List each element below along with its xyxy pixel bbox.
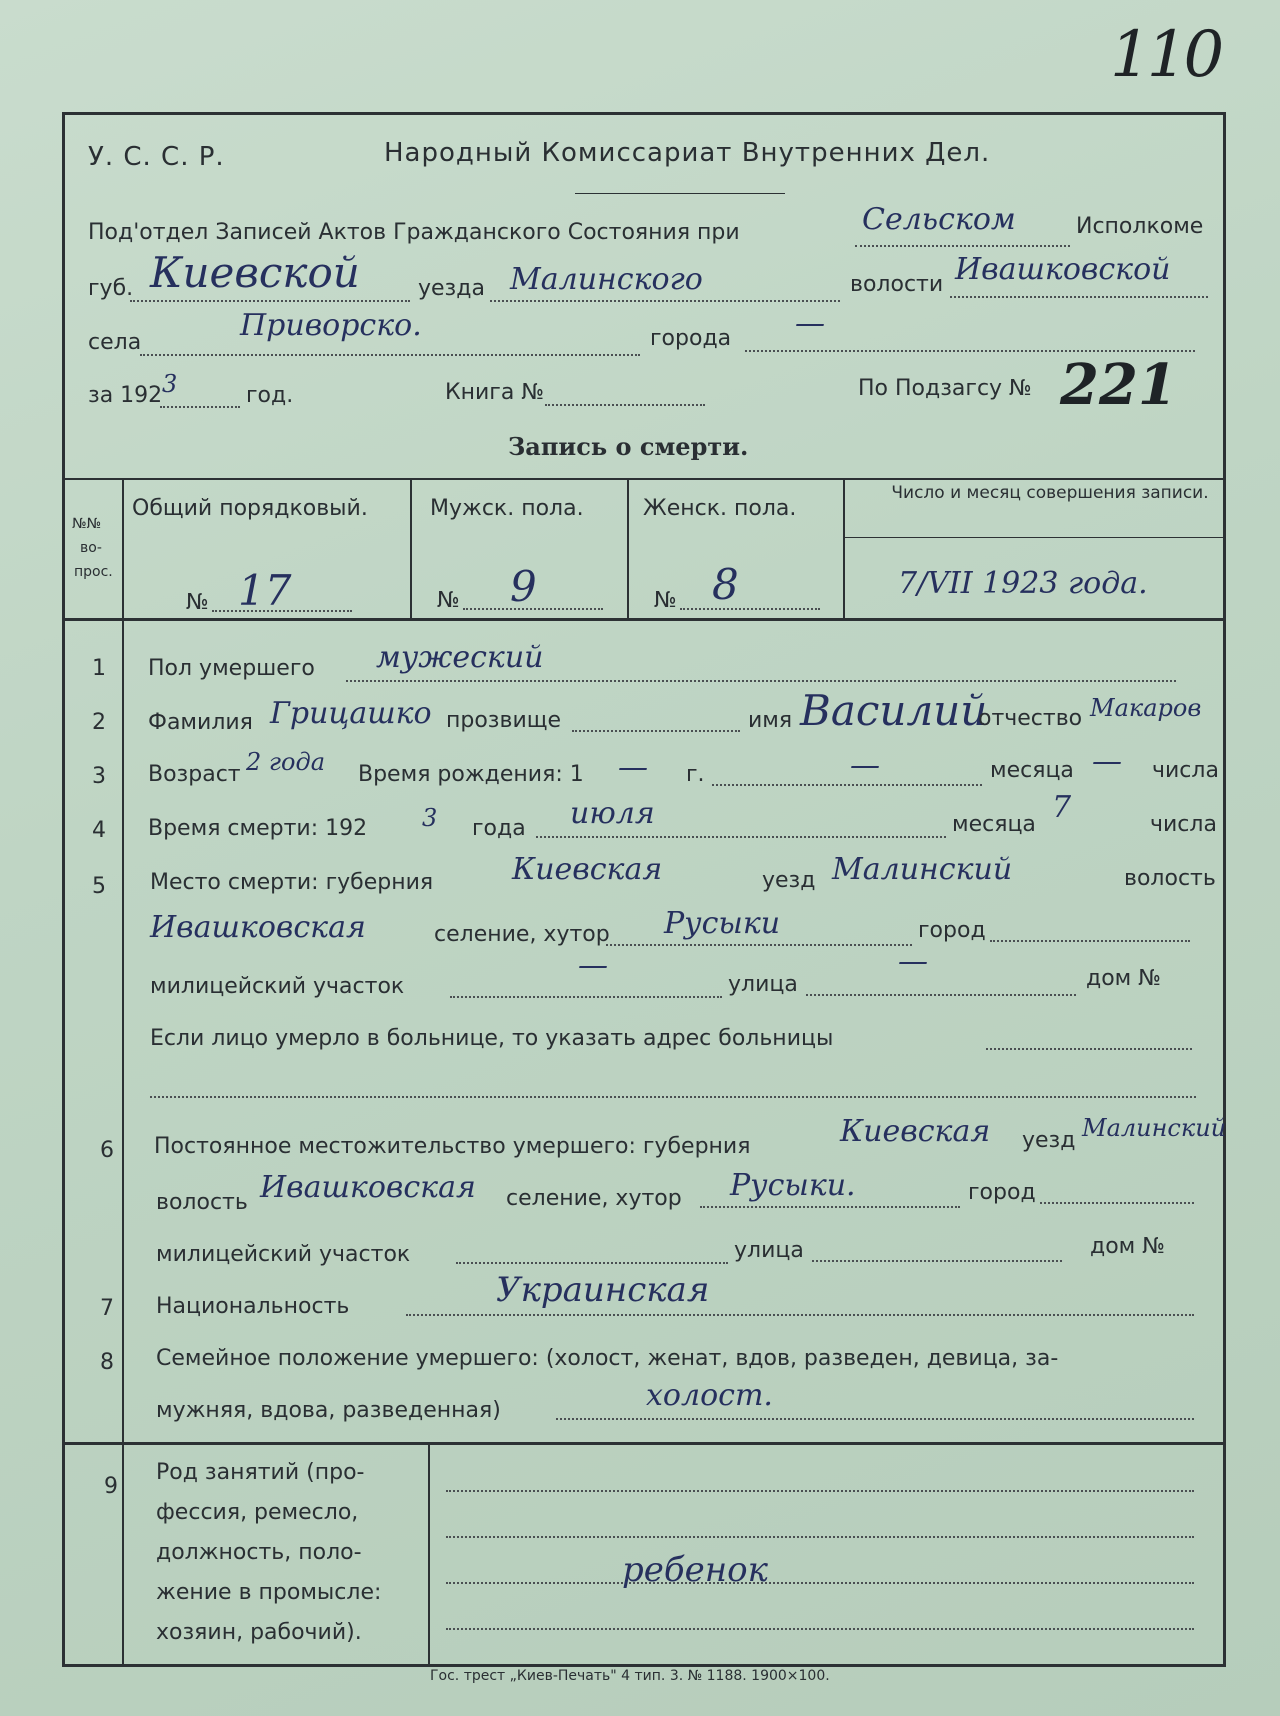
row-3-day: числа	[1152, 758, 1219, 783]
gorod-value: —	[795, 306, 825, 341]
row-2-name-label: имя	[748, 708, 793, 733]
row-5-uezd: уезд	[762, 868, 816, 893]
row-6-ulica: улица	[734, 1238, 804, 1263]
female-underline	[680, 608, 820, 610]
row-5-selo: селение, хутор	[434, 922, 610, 947]
gorod-label: города	[650, 326, 732, 351]
volost-value: Ивашковской	[955, 252, 1171, 287]
row-3-dash2: —	[850, 748, 880, 783]
row-4-month: месяца	[952, 812, 1036, 837]
row-6-selo-value: Русыки.	[730, 1168, 856, 1203]
row-9-top-line	[62, 1442, 1226, 1445]
volost-underline	[950, 296, 1208, 298]
row-9-line-3	[446, 1582, 1194, 1584]
row-5-milic-underline	[450, 996, 722, 998]
col-general: Общий порядковый.	[132, 496, 368, 521]
selo-underline	[140, 354, 640, 356]
row-1-underline	[346, 680, 1176, 682]
row-6-number: 6	[100, 1138, 114, 1163]
row-7-value: Украинская	[496, 1270, 710, 1310]
row-2-patr-value: Макаров	[1090, 694, 1202, 722]
row-5-dom: дом №	[1086, 966, 1162, 991]
page-number: 110	[1110, 18, 1221, 92]
year-suffix: год.	[246, 383, 294, 408]
date-head-line	[843, 537, 1226, 538]
row-2-patr-label: отчество	[978, 706, 1083, 731]
row-3-dash3: —	[1092, 744, 1122, 779]
row-6-selo: селение, хутор	[506, 1186, 682, 1211]
year-value: 3	[162, 370, 178, 398]
row-4-label: Время смерти: 192	[148, 816, 368, 841]
uezd-underline	[490, 300, 840, 302]
subdept-value: Сельском	[862, 202, 1016, 237]
col-date-head: Число и месяц совершения записи.	[891, 483, 1209, 503]
row-9-line-2	[446, 1536, 1194, 1538]
row-5-number: 5	[92, 874, 106, 899]
row-3-g: г.	[686, 762, 705, 787]
row-4-goda: года	[472, 816, 526, 841]
row-3-birth-dash: —	[618, 750, 648, 785]
row-5-milic: милицейский участок	[150, 974, 405, 999]
general-value: 17	[238, 566, 292, 615]
q-label-2: во-	[80, 540, 102, 556]
row-6-gorod-underline	[1040, 1202, 1194, 1204]
row-6-uezd-value: Малинский	[1082, 1114, 1227, 1142]
row-8-number: 8	[100, 1350, 114, 1375]
row-5-hospital: Если лицо умерло в больнице, то указать адрес больницы	[150, 1026, 834, 1051]
row-5-volost-value: Ивашковская	[150, 910, 366, 945]
row-3-birth: Время рождения: 1	[358, 762, 584, 787]
subdept-underline	[855, 245, 1070, 247]
selo-value: Приворско.	[240, 308, 422, 343]
row-5-hospital-underline-1	[986, 1048, 1192, 1050]
row-9-label-2: фессия, ремесло,	[156, 1500, 359, 1525]
row-1-label: Пол умершего	[148, 656, 315, 681]
q-label-3: прос.	[74, 564, 113, 580]
row-3-month: месяца	[990, 758, 1074, 783]
row-5-ulica: улица	[728, 972, 798, 997]
row-9-line-4	[446, 1628, 1194, 1630]
female-value: 8	[712, 560, 739, 609]
row-5-gorod-dash: —	[578, 948, 608, 983]
row-6-milic: милицейский участок	[156, 1242, 411, 1267]
row-5-selo-value: Русыки	[664, 906, 781, 941]
gub-underline	[130, 300, 410, 302]
no-female: №	[654, 588, 677, 613]
row-4-day-value: 7	[1052, 790, 1072, 825]
row-8-underline	[556, 1418, 1194, 1420]
header-divider	[575, 193, 785, 194]
row-3-number: 3	[92, 764, 106, 789]
row-6-volost: волость	[156, 1190, 248, 1215]
subdept-suffix: Исполкоме	[1076, 214, 1204, 239]
row-2-nick-underline	[572, 730, 740, 732]
row-7-underline	[406, 1314, 1194, 1316]
row-5-label: Место смерти: губерния	[150, 870, 434, 895]
subdept-label: Под'отдел Записей Актов Гражданского Состояния при	[88, 220, 740, 245]
table-header-bottom	[62, 618, 1226, 621]
row-9-label-5: хозяин, рабочий).	[156, 1620, 362, 1645]
gub-value: Киевской	[150, 248, 360, 297]
row-9-value: ребенок	[622, 1550, 768, 1590]
row-6-ulica-underline	[812, 1260, 1062, 1262]
printer-footer: Гос. трест „Киев-Печать" 4 тип. 3. № 1188. 1900×100.	[430, 1668, 830, 1684]
row-5-volost: волость	[1124, 866, 1216, 891]
row-6-gorod: город	[968, 1180, 1036, 1205]
row-9-divider	[428, 1442, 430, 1667]
uezd-label: уезда	[418, 276, 485, 301]
row-7-label: Национальность	[156, 1294, 350, 1319]
book-underline	[545, 404, 705, 406]
row-6-selo-underline	[700, 1206, 960, 1208]
row-9-label-1: Род занятий (про-	[156, 1460, 365, 1485]
selo-label: села	[88, 330, 142, 355]
row-4-year: 3	[422, 804, 438, 832]
row-5-gorod: город	[918, 918, 986, 943]
row-3-label: Возраст	[148, 762, 241, 787]
row-9-number: 9	[104, 1474, 118, 1499]
republic-title: У. С. С. Р.	[88, 142, 225, 172]
col-line-3	[843, 478, 845, 618]
row-4-underline	[536, 836, 946, 838]
row-2-label: Фамилия	[148, 710, 253, 735]
record-title: Запись о смерти.	[508, 432, 749, 461]
podzags-label: По Подзагсу №	[858, 376, 1032, 401]
row-8-label: Семейное положение умершего: (холост, женат, вдов, разведен, девица, за-	[156, 1346, 1059, 1371]
row-6-milic-underline	[456, 1262, 728, 1264]
row-6-label: Постоянное местожительство умершего: губерния	[154, 1134, 751, 1159]
row-5-selo-underline	[606, 944, 912, 946]
row-9-line-1	[446, 1490, 1194, 1492]
row-5-uezd-value: Малинский	[832, 852, 1013, 887]
table-top-line	[62, 478, 1226, 480]
row-3-underline	[712, 784, 982, 786]
row-5-ulica-underline	[806, 994, 1076, 996]
row-9-label-3: должность, поло-	[156, 1540, 362, 1565]
row-4-number: 4	[92, 818, 106, 843]
row-5-gub: Киевская	[512, 852, 663, 887]
row-3-value: 2 года	[246, 748, 325, 776]
date-value: 7/VII 1923 года.	[898, 566, 1148, 601]
podzags-value: 221	[1060, 352, 1177, 418]
row-6-volost-value: Ивашковская	[260, 1170, 476, 1205]
question-column-line	[122, 478, 124, 1667]
row-2-number: 2	[92, 710, 106, 735]
row-7-number: 7	[100, 1296, 114, 1321]
commissariat-title: Народный Комиссариат Внутренних Дел.	[384, 138, 991, 168]
row-9-label-4: жение в промысле:	[156, 1580, 382, 1605]
row-5-gorod-underline	[990, 940, 1190, 942]
col-line-2	[627, 478, 629, 618]
row-8-value: холост.	[646, 1378, 773, 1413]
row-1-value: мужеский	[376, 640, 544, 675]
row-6-gub: Киевская	[840, 1114, 991, 1149]
volost-label: волости	[850, 272, 944, 297]
row-5-hospital-underline-2	[150, 1096, 1196, 1098]
row-6-dom: дом №	[1090, 1234, 1166, 1259]
q-label-1: №№	[72, 516, 102, 532]
year-label: за 192	[88, 383, 163, 408]
col-female: Женск. пола.	[643, 496, 797, 521]
col-line-1	[410, 478, 412, 618]
row-5-milic-dash: —	[898, 944, 928, 979]
row-4-day: числа	[1150, 812, 1217, 837]
male-value: 9	[510, 562, 537, 611]
row-1-number: 1	[92, 656, 106, 681]
uezd-value: Малинского	[510, 262, 703, 297]
row-8-label-2: мужняя, вдова, разведенная)	[156, 1398, 501, 1423]
no-male: №	[437, 588, 460, 613]
row-2-value: Грицашко	[270, 696, 432, 731]
book-label: Книга №	[445, 380, 545, 405]
year-underline	[160, 406, 240, 408]
gub-label: губ.	[88, 276, 134, 301]
row-2-name-value: Василий	[800, 686, 988, 735]
no-general: №	[186, 590, 209, 615]
col-male: Мужск. пола.	[430, 496, 584, 521]
row-2-nick: прозвище	[446, 708, 562, 733]
row-6-uezd: уезд	[1022, 1128, 1076, 1153]
row-4-month-value: июля	[570, 796, 655, 831]
